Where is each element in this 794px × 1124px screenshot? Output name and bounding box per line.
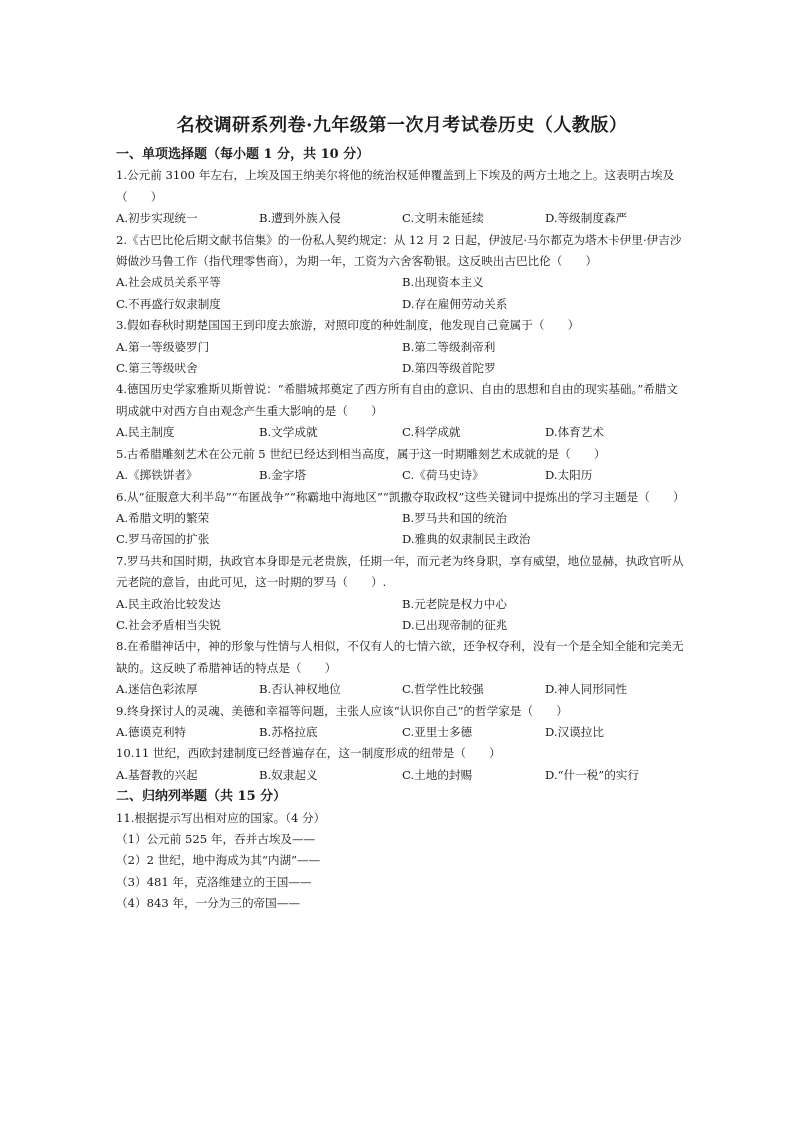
option-b: B.罗马共和国的统治 [402, 510, 507, 525]
option-c: C.文明未能延续 [402, 211, 484, 226]
option-a: A.第一等级婆罗门 [116, 339, 210, 354]
question-text: 7.罗马共和国时期，执政官本身即是元老贵族，任期一年，而元老为终身职，享有威望，地位显赫，执政官听从元老院的意旨，由此可见，这一时期的罗马（ ）. [116, 553, 684, 590]
option-d: D.汉谟拉比 [545, 724, 604, 739]
options-row [116, 208, 688, 229]
option-b: B.奴隶起义 [259, 767, 318, 782]
option-d: D.第四等级首陀罗 [402, 361, 496, 376]
question-text: 6.从“征服意大利半岛”“布匿战争”“称霸地中海地区”“凯撒夺取政权”这些关键词中提炼出的学习主题是（ ） [116, 489, 685, 504]
option-b: B.金字塔 [259, 468, 306, 483]
option-a: A.初步实现统一 [116, 211, 198, 226]
section-heading-single-choice: 一、单项选择题（每小题 1 分，共 10 分） [116, 147, 370, 162]
question-text: 10.11 世纪，西欧封建制度已经普遍存在，这一制度形成的纽带是（ ） [116, 746, 501, 761]
option-b: B.第二等级刹帝利 [402, 339, 496, 354]
options-row [116, 294, 688, 315]
options-row [116, 465, 688, 486]
option-d: D.等级制度森严 [545, 211, 628, 226]
option-b: B.苏格拉底 [259, 724, 318, 739]
option-d: D.体育艺术 [545, 425, 604, 440]
option-d: D.神人同形同性 [545, 682, 628, 697]
option-d: D.太阳历 [545, 468, 593, 483]
option-c: C.不再盛行奴隶制度 [116, 296, 221, 311]
option-a: A.《掷铁饼者》 [116, 468, 198, 483]
sub-question: （3）481 年，克洛维建立的王国—— [116, 874, 312, 889]
options-row [116, 615, 688, 636]
option-b: B.遭到外族入侵 [259, 211, 341, 226]
section-heading-summary: 二、归纳列举题（共 15 分） [116, 789, 287, 805]
question-text: 9.终身探讨人的灵魂、美德和幸福等问题，主张人应该“认识你自己”的哲学家是（ ） [116, 703, 568, 718]
question-text: 3.假如春秋时期楚国国王到印度去旅游，对照印度的种姓制度，他发现自己竟属于（ ） [116, 318, 580, 333]
option-c: C.社会矛盾相当尖锐 [116, 617, 221, 632]
option-c: C.科学成就 [402, 425, 461, 440]
question-text: 4.德国历史学家雅斯贝斯曾说：“希腊城邦奠定了西方所有自由的意识、自由的思想和自由的现实基础。”希腊文明成就中对西方自由观念产生重大影响的是（ ） [116, 382, 679, 418]
options-row [116, 529, 688, 550]
options-row [116, 594, 688, 615]
option-c: C.亚里士多德 [402, 724, 473, 739]
option-a: A.希腊文明的繁荣 [116, 510, 210, 525]
page-title: 名校调研系列卷·九年级第一次月考试卷历史（人教版） [176, 115, 628, 136]
option-a: A.民主制度 [116, 425, 175, 440]
option-c: C.土地的封赐 [402, 767, 473, 782]
option-a: A.迷信色彩浓厚 [116, 682, 198, 697]
option-b: B.文学成就 [259, 425, 318, 440]
option-d: D.已出现帝制的征兆 [402, 617, 508, 632]
question-text: 11.根据提示写出相对应的国家。（4 分） [116, 810, 326, 825]
options-row [116, 337, 688, 358]
option-a: A.基督教的兴起 [116, 767, 198, 782]
option-d: D.“什一税”的实行 [545, 767, 639, 782]
option-a: A.民主政治比较发达 [116, 596, 221, 611]
options-row [116, 358, 688, 379]
option-d: D.雅典的奴隶制民主政治 [402, 532, 531, 547]
options-row [116, 508, 688, 529]
question-text: 8.在希腊神话中，神的形象与性情与人相似，不仅有人的七情六欲，还争权夺利，没有一个是全知全能和完美无缺的。这反映了希腊神话的特点是（ ） [116, 639, 684, 675]
option-b: B.出现资本主义 [402, 275, 484, 290]
exam-page [116, 114, 688, 915]
question-text: 1.公元前 3100 年左右，上埃及国王纳美尔将他的统治权延伸覆盖到上下埃及的两方土地之上。这表明古埃及（ ） [116, 168, 675, 204]
options-row [116, 765, 688, 786]
options-row [116, 422, 688, 443]
question-text: 2.《古巴比伦后期文献书信集》的一份私人契约规定：从 12 月 2 日起，伊波尼·马尔都克为塔木卡伊里·伊吉沙姆做沙马鲁工作（指代理零售商），为期一年，工资为六舍客勒银。这反映出古巴比伦（ ） [116, 232, 682, 269]
sub-question: （4）843 年，一分为三的帝国—— [116, 896, 300, 911]
option-a: A.社会成员关系平等 [116, 275, 221, 290]
option-b: B.元老院是权力中心 [402, 596, 507, 611]
option-d: D.存在雇佣劳动关系 [402, 296, 508, 311]
sub-question: （1）公元前 525 年，吞并古埃及—— [116, 832, 316, 846]
question-text: 5.古希腊雕刻艺术在公元前 5 世纪已经达到相当高度，属于这一时期雕刻艺术成就的是（ ） [116, 446, 606, 461]
option-c: C.哲学性比较强 [402, 682, 484, 697]
options-row [116, 272, 688, 293]
option-c: C.第三等级吠舍 [116, 361, 198, 376]
sub-question: （2）2 世纪，地中海成为其“内湖”—— [116, 853, 321, 868]
option-c: C.《荷马史诗》 [402, 468, 484, 483]
option-a: A.德谟克利特 [116, 724, 187, 739]
options-row [116, 679, 688, 700]
option-b: B.否认神权地位 [259, 682, 341, 697]
options-row [116, 722, 688, 743]
option-c: C.罗马帝国的扩张 [116, 532, 210, 547]
